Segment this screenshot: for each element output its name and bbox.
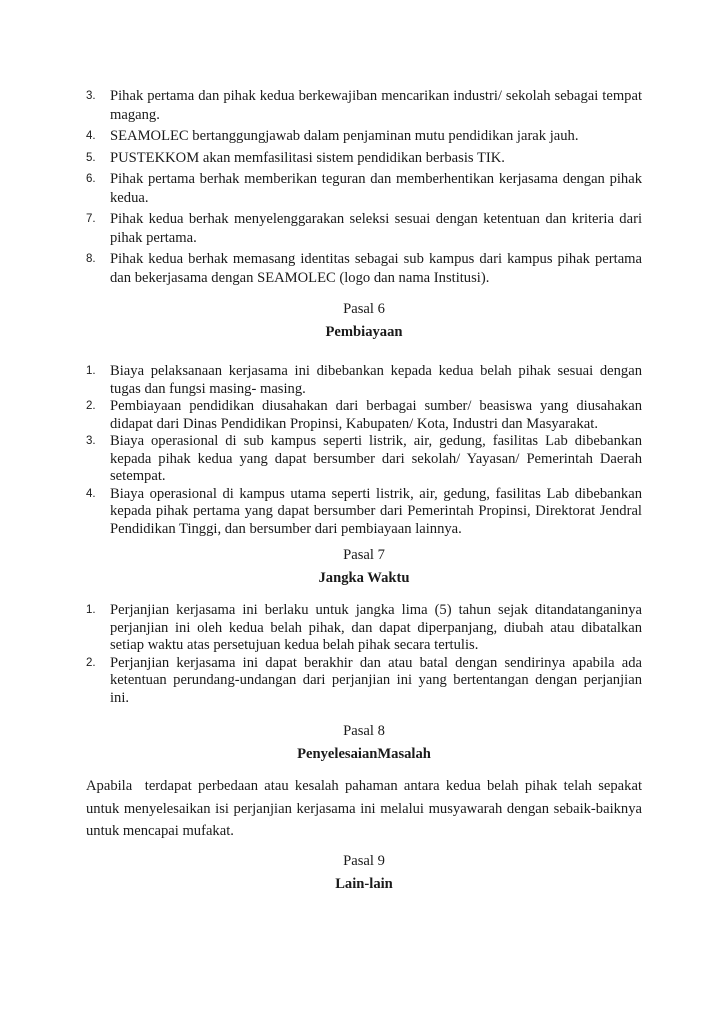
list-item	[86, 433, 642, 486]
list-item	[86, 655, 642, 708]
pasal-8-heading	[86, 720, 642, 766]
pasal-title: Lain-lain	[335, 876, 393, 892]
obligations-list	[86, 87, 642, 287]
list-number: 8.	[86, 253, 96, 265]
pasal-title: Jangka Waktu	[318, 570, 410, 586]
list-number: 1.	[86, 365, 96, 377]
penyelesaian-paragraph: Apabila terdapat perbedaan atau kesalah pahaman antara kedua belah pihak telah sepakat untuk menyelesaikan isi perjanjian kerjasama ini melalui musyawarah dengan sebaik-baiknya untuk mencapai mufakat.	[86, 778, 646, 839]
list-text: Biaya operasional di kampus utama seperti listrik, air, gedung, fasilitas Lab dibebankan kepada pihak pertama yang dapat bersumber dari Pemerintah Propinsi, Direktorat Jendral Pendidikan Tinggi, dan bersumber dari pembiayaan lainnya.	[110, 485, 642, 537]
list-text: Pihak kedua berhak menyelenggarakan seleksi sesuai dengan ketentuan dan kriteria dari pihak pertama.	[110, 211, 642, 246]
pasal-label: Pasal 6	[343, 301, 385, 317]
list-text: Pembiayaan pendidikan diusahakan dari berbagai sumber/ beasiswa yang diusahakan didapat dari Dinas Pendidikan Propinsi, Kabupaten/ Kota, Industri dan Masyarakat.	[110, 398, 642, 432]
pasal-title: Pembiayaan	[325, 324, 403, 340]
list-text: Perjanjian kerjasama ini dapat berakhir dan atau batal dengan sendirinya apabila ada ketentuan perundang-undangan dari perjanjian ini yang bertentangan dengan perjanjian ini.	[110, 654, 642, 706]
pasal-7-heading	[86, 544, 642, 590]
list-item	[86, 486, 642, 539]
pasal-9-heading	[86, 850, 642, 896]
list-item	[86, 250, 642, 287]
pasal-label: Pasal 9	[343, 853, 385, 869]
list-text: Perjanjian kerjasama ini berlaku untuk jangka lima (5) tahun sejak ditandatanganinya perjanjian ini oleh kedua belah pihak, dan dapat diperpanjang, diubah atau dibatalkan setiap waktu atas persetujuan kedua belah pihak secara tertulis.	[110, 602, 642, 653]
list-number: 3.	[86, 435, 96, 447]
list-text: SEAMOLEC bertanggungjawab dalam penjaminan mutu pendidikan jarak jauh.	[110, 128, 579, 144]
list-item	[86, 398, 642, 433]
pasal-title: PenyelesaianMasalah	[297, 746, 431, 762]
pembiayaan-list	[86, 363, 642, 538]
list-text: Biaya pelaksanaan kerjasama ini dibebankan kepada kedua belah pihak sesuai dengan tugas dan fungsi masing- masing.	[110, 363, 642, 397]
list-item	[86, 210, 642, 247]
list-number: 3.	[86, 90, 96, 102]
pasal-label: Pasal 7	[343, 547, 385, 563]
list-text: Pihak pertama berhak memberikan teguran dan memberhentikan kerjasama dengan pihak kedua.	[110, 171, 642, 206]
list-text: Biaya operasional di sub kampus seperti listrik, air, gedung, fasilitas Lab dibebankan kepada pihak kedua yang dapat bersumber dari sekolah/ Yayasan/ Pemerintah Daerah setempat.	[110, 433, 642, 484]
pasal-label: Pasal 8	[343, 723, 385, 739]
list-number: 2.	[86, 656, 96, 669]
list-number: 4.	[86, 487, 96, 500]
list-number: 2.	[86, 400, 96, 412]
jangka-waktu-list	[86, 602, 642, 707]
list-number: 6.	[86, 173, 96, 185]
list-item	[86, 602, 642, 655]
list-item	[86, 127, 642, 146]
list-text: PUSTEKKOM akan memfasilitasi sistem pendidikan berbasis TIK.	[110, 149, 505, 166]
list-number: 7.	[86, 213, 96, 225]
list-text: Pihak kedua berhak memasang identitas sebagai sub kampus dari kampus pihak pertama dan bekerjasama dengan SEAMOLEC (logo dan nama Institusi).	[110, 251, 642, 286]
list-item	[86, 87, 642, 124]
list-item	[86, 149, 642, 168]
pasal-6-heading	[86, 298, 642, 344]
list-number: 5.	[86, 151, 96, 164]
list-number: 1.	[86, 604, 96, 616]
list-item	[86, 363, 642, 398]
list-number: 4.	[86, 130, 96, 142]
list-text: Pihak pertama dan pihak kedua berkewajiban mencarikan industri/ sekolah sebagai tempat magang.	[110, 88, 642, 123]
list-item	[86, 170, 642, 207]
